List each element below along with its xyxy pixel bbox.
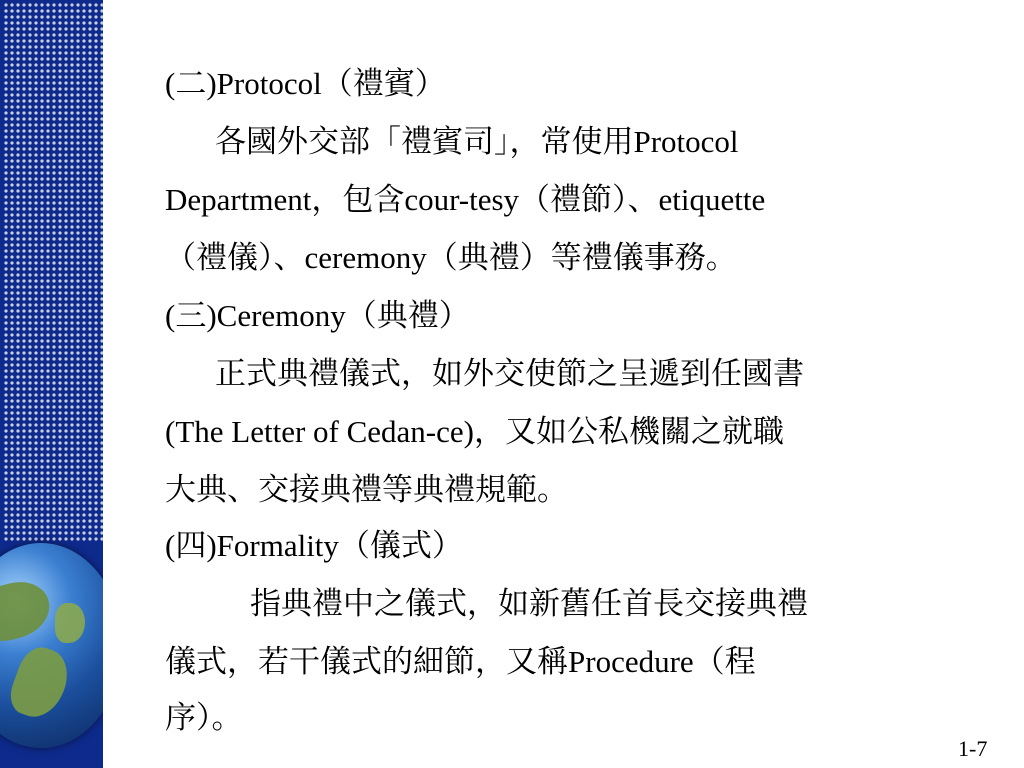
paragraph-line: 正式典禮儀式，如外交使節之呈遞到任國書 [215, 356, 804, 391]
heading-protocol: (二)Protocol（禮賓） [165, 66, 446, 101]
heading-ceremony: (三)Ceremony（典禮） [165, 298, 470, 333]
paragraph-line: （禮儀）、ceremony（典禮）等禮儀事務。 [165, 240, 737, 275]
globe-land [0, 575, 56, 646]
globe-land [5, 642, 76, 725]
paragraph-line: 儀式，若干儀式的細節，又稱Procedure（程 [165, 644, 756, 679]
paragraph-line: 指典禮中之儀式，如新舊任首長交接典禮 [250, 586, 808, 621]
heading-formality: (四)Formality（儀式） [165, 528, 463, 563]
paragraph-line: 序）。 [165, 700, 243, 735]
globe-image [0, 543, 103, 748]
globe-land [55, 603, 85, 643]
page-number: 1-7 [958, 736, 988, 761]
paragraph-line: (The Letter of Cedan-ce)，又如公私機關之就職 [165, 414, 784, 449]
paragraph-line: 大典、交接典禮等典禮規範。 [165, 472, 568, 507]
paragraph-line: 各國外交部「禮賓司」，常使用Protocol [215, 124, 739, 159]
paragraph-line: Department，包含cour-tesy（禮節）、etiquette [165, 182, 766, 217]
binary-dot-pattern [3, 2, 103, 542]
decorative-sidebar [0, 0, 103, 768]
